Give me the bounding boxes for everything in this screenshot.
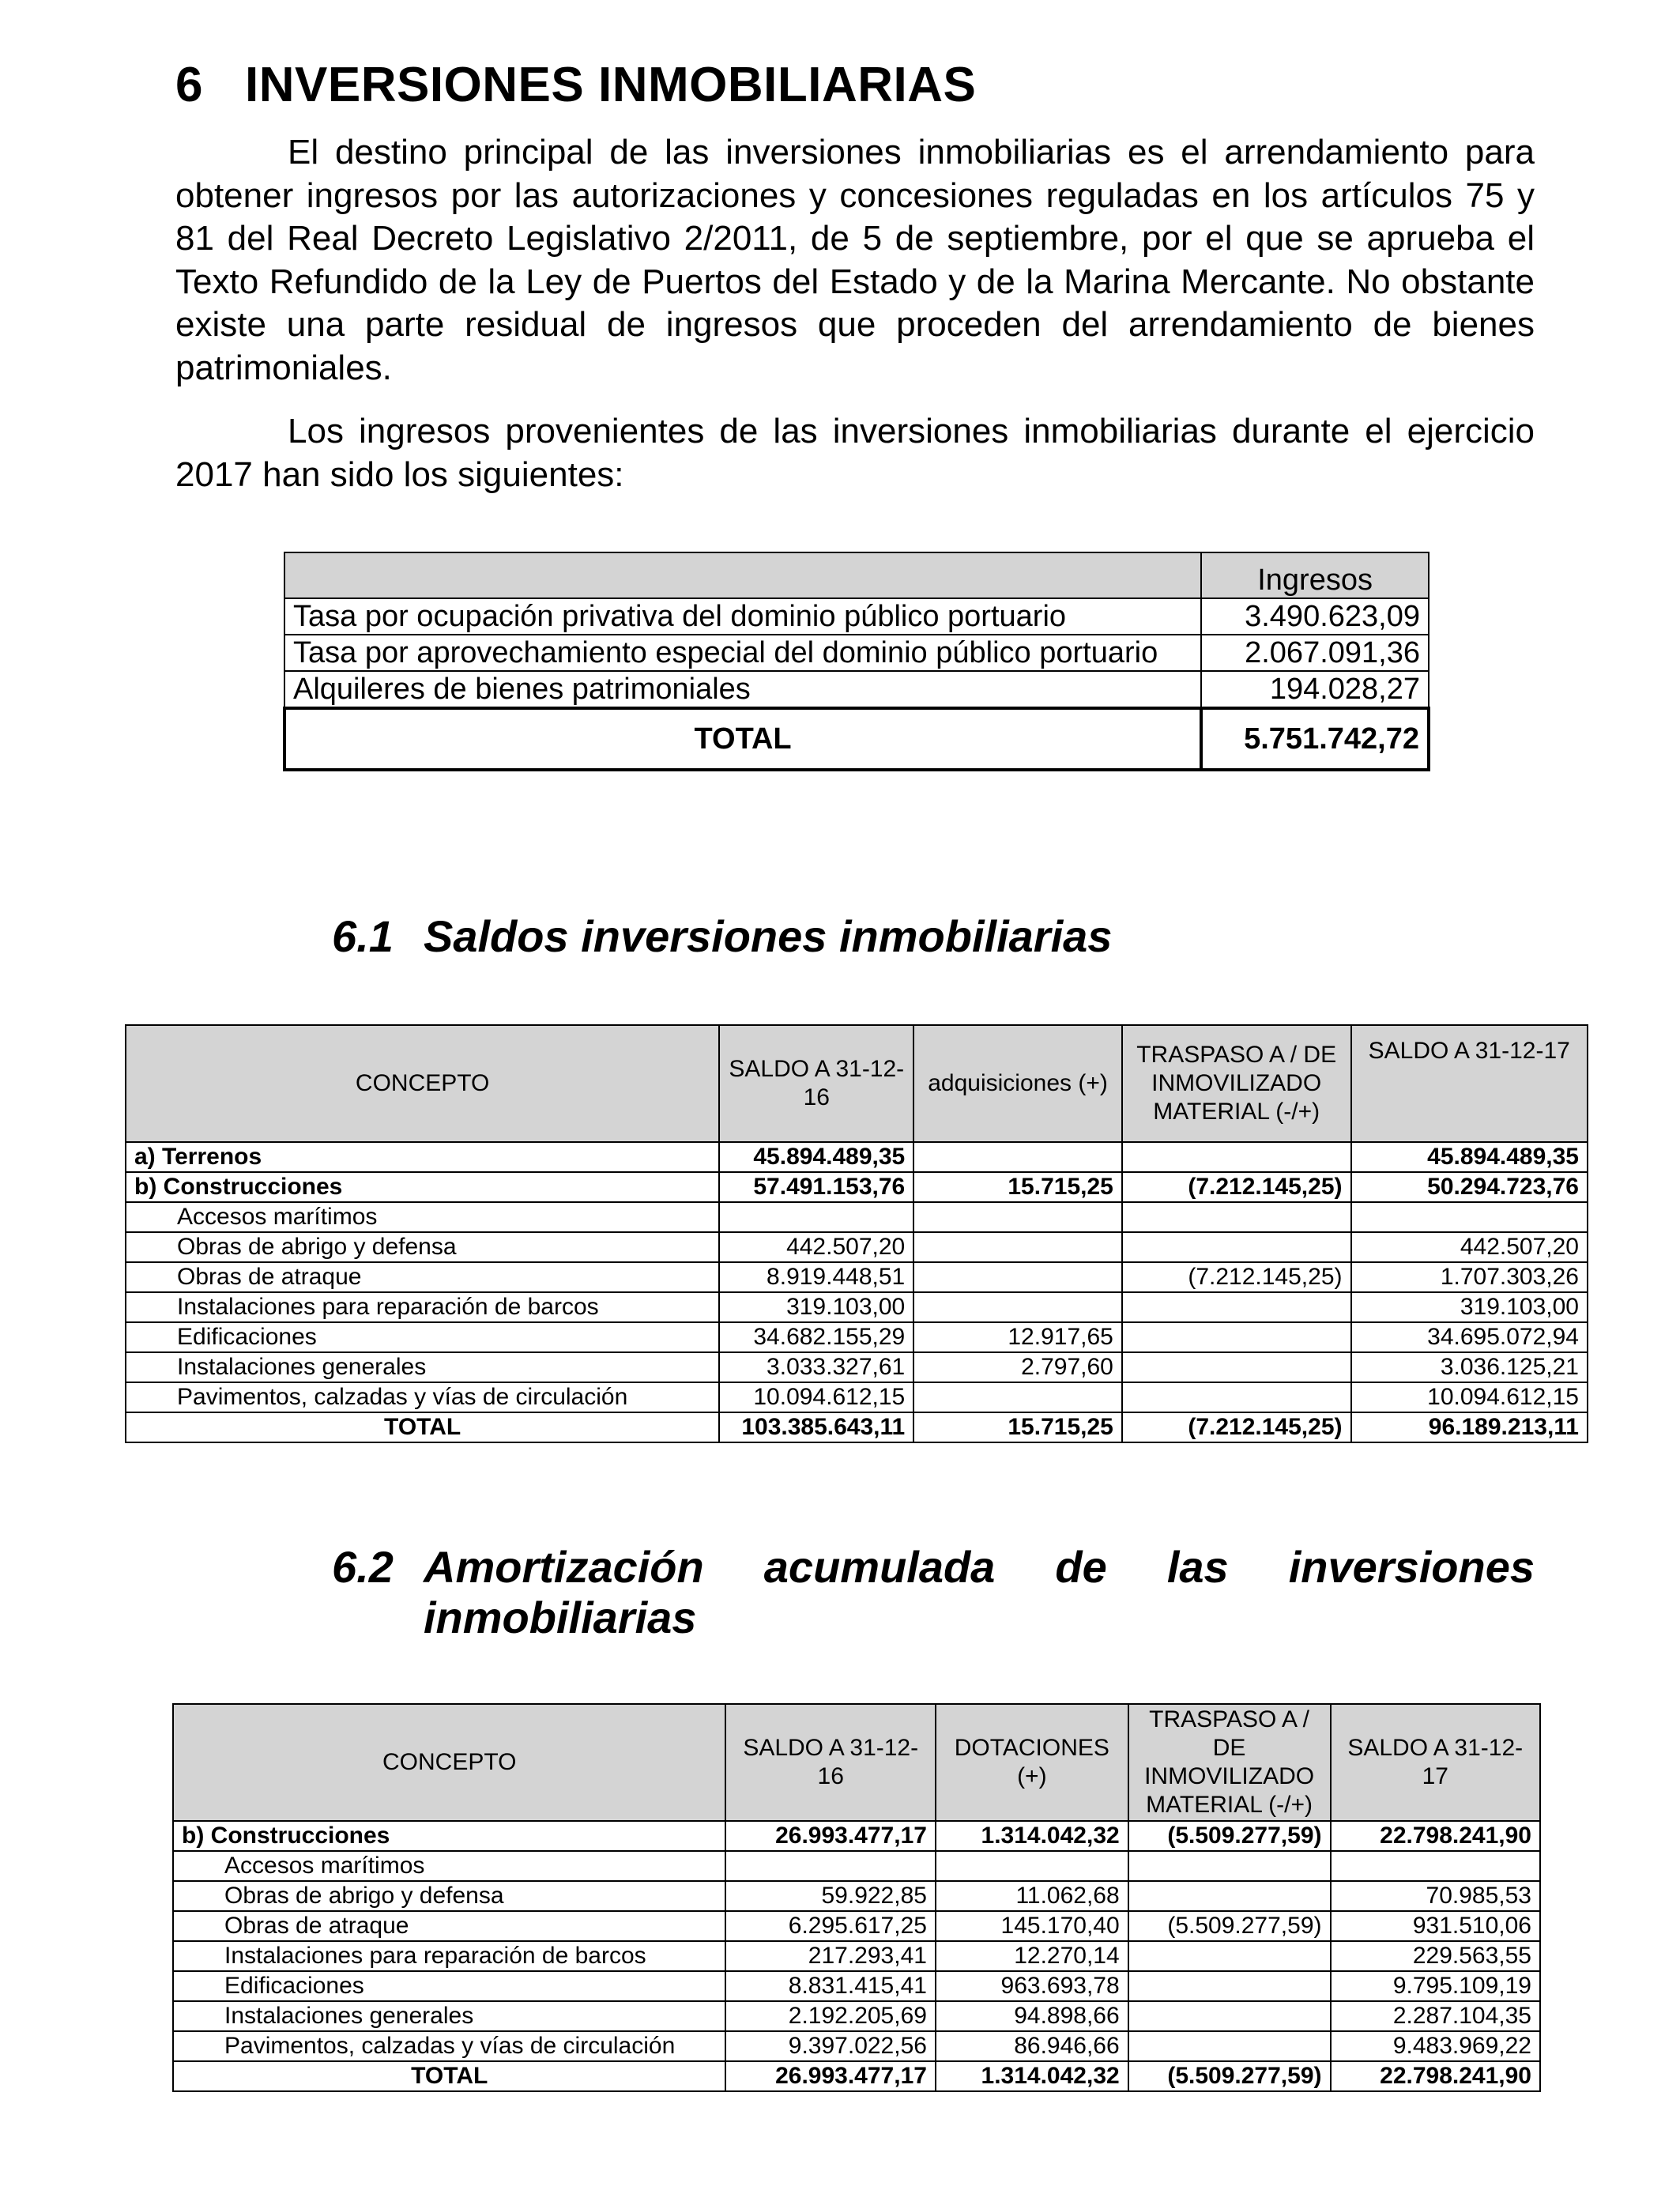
row-concept: Instalaciones generales (126, 1352, 719, 1382)
row-concept: Instalaciones generales (173, 2001, 725, 2031)
row-concept: Obras de abrigo y defensa (126, 1232, 719, 1262)
col-header-concepto: CONCEPTO (126, 1025, 719, 1142)
ingresos-header: Ingresos (1201, 552, 1429, 598)
row-value-v1: 103.385.643,11 (719, 1412, 913, 1442)
row-value-v4: 10.094.612,15 (1351, 1382, 1588, 1412)
row-value-v3 (1128, 1851, 1331, 1881)
ingresos-concept: Tasa por aprovechamiento especial del dominio público portuario (284, 635, 1201, 671)
row-value-v1: 217.293,41 (725, 1941, 935, 1971)
row-value-v2 (913, 1202, 1122, 1232)
row-value-v2 (913, 1292, 1122, 1322)
table-total-row (173, 2061, 1540, 2091)
table-row (173, 1911, 1540, 1941)
row-value-v4: 442.507,20 (1351, 1232, 1588, 1262)
ingresos-table (283, 552, 1430, 771)
row-value-v3: (7.212.145,25) (1122, 1412, 1351, 1442)
row-concept: b) Construcciones (173, 1821, 725, 1851)
row-value-v3: (7.212.145,25) (1122, 1172, 1351, 1202)
saldos-table (125, 1024, 1588, 1443)
ingresos-row (284, 635, 1429, 671)
row-value-v2 (936, 1851, 1128, 1881)
table-row (126, 1262, 1588, 1292)
row-value-v4: 9.795.109,19 (1331, 1971, 1541, 2001)
row-value-v1 (719, 1202, 913, 1232)
row-value-v3 (1128, 2031, 1331, 2061)
row-value-v3 (1122, 1142, 1351, 1172)
row-concept: b) Construcciones (126, 1172, 719, 1202)
row-value-v2: 12.270,14 (936, 1941, 1128, 1971)
table-row (126, 1382, 1588, 1412)
row-value-v1: 3.033.327,61 (719, 1352, 913, 1382)
row-value-v4: 931.510,06 (1331, 1911, 1541, 1941)
row-concept: Instalaciones para reparación de barcos (126, 1292, 719, 1322)
table-row (126, 1232, 1588, 1262)
row-value-v4: 3.036.125,21 (1351, 1352, 1588, 1382)
table-row (173, 1941, 1540, 1971)
subsection-heading-61 (332, 910, 1112, 962)
section-title: INVERSIONES INMOBILIARIAS (245, 58, 977, 112)
table-row (126, 1172, 1588, 1202)
table-total-row (126, 1412, 1588, 1442)
row-value-v1 (725, 1851, 935, 1881)
row-concept: Edificaciones (126, 1322, 719, 1352)
col-header-saldo-final: SALDO A 31-12-17 (1331, 1704, 1541, 1821)
row-value-v1: 442.507,20 (719, 1232, 913, 1262)
row-value-v4: 229.563,55 (1331, 1941, 1541, 1971)
row-value-v1: 45.894.489,35 (719, 1142, 913, 1172)
row-value-v4: 70.985,53 (1331, 1881, 1541, 1911)
row-value-v4 (1331, 1851, 1541, 1881)
intro-paragraph: El destino principal de las inversiones inmobiliarias es el arrendamiento para obtener ingresos por las autorizaciones y concesiones reguladas en los artículos 75 y 81 del Real Decreto Legislativo 2/2011, de 5 de septiembre, por el que se aprueba el Texto Refundido de la Ley de Puertos del Estado y de la Marina Mercante. No obstante existe una parte residual de ingresos que proceden del arrendamiento de bienes patrimoniales. (175, 133, 1535, 387)
row-value-v4: 2.287.104,35 (1331, 2001, 1541, 2031)
row-value-v2 (913, 1382, 1122, 1412)
table-row (173, 2031, 1540, 2061)
row-value-v4: 96.189.213,11 (1351, 1412, 1588, 1442)
col-header-saldo-final: SALDO A 31-12-17 (1351, 1025, 1588, 1142)
row-value-v1: 59.922,85 (725, 1881, 935, 1911)
row-value-v4: 1.707.303,26 (1351, 1262, 1588, 1292)
row-value-v1: 10.094.612,15 (719, 1382, 913, 1412)
row-value-v2: 86.946,66 (936, 2031, 1128, 2061)
row-value-v3 (1128, 1941, 1331, 1971)
ingresos-value: 2.067.091,36 (1201, 635, 1429, 671)
saldos-table-body (126, 1142, 1588, 1442)
ingresos-header-row (284, 552, 1429, 598)
table-row (126, 1202, 1588, 1232)
row-value-v2: 94.898,66 (936, 2001, 1128, 2031)
row-value-v1: 2.192.205,69 (725, 2001, 935, 2031)
row-value-v3 (1128, 1881, 1331, 1911)
row-value-v1: 9.397.022,56 (725, 2031, 935, 2061)
row-value-v2: 145.170,40 (936, 1911, 1128, 1941)
subsection-title-continuation: inmobiliarias (424, 1593, 697, 1642)
amortizacion-table-body (173, 1821, 1540, 2091)
row-concept: Pavimentos, calzadas y vías de circulación (126, 1382, 719, 1412)
amortizacion-table (172, 1703, 1541, 2092)
row-value-v2: 15.715,25 (913, 1172, 1122, 1202)
section-heading (175, 57, 976, 113)
row-value-v1: 319.103,00 (719, 1292, 913, 1322)
row-concept: Obras de atraque (126, 1262, 719, 1292)
ingresos-concept: Alquileres de bienes patrimoniales (284, 671, 1201, 708)
row-value-v1: 57.491.153,76 (719, 1172, 913, 1202)
row-concept: Pavimentos, calzadas y vías de circulación (173, 2031, 725, 2061)
table-row (126, 1292, 1588, 1322)
table-row (126, 1352, 1588, 1382)
row-value-v1: 26.993.477,17 (725, 2061, 935, 2091)
row-value-v3 (1122, 1382, 1351, 1412)
row-value-v2: 11.062,68 (936, 1881, 1128, 1911)
row-value-v4: 50.294.723,76 (1351, 1172, 1588, 1202)
amortizacion-header-row (173, 1704, 1540, 1821)
ingresos-concept: Tasa por ocupación privativa del dominio público portuario (284, 598, 1201, 635)
row-value-v4: 45.894.489,35 (1351, 1142, 1588, 1172)
row-value-v2: 12.917,65 (913, 1322, 1122, 1352)
row-value-v3: (5.509.277,59) (1128, 1911, 1331, 1941)
row-value-v2: 15.715,25 (913, 1412, 1122, 1442)
row-value-v2: 1.314.042,32 (936, 2061, 1128, 2091)
row-concept: Obras de atraque (173, 1911, 725, 1941)
table-row (173, 1881, 1540, 1911)
row-concept: a) Terrenos (126, 1142, 719, 1172)
row-value-v1: 8.831.415,41 (725, 1971, 935, 2001)
row-concept: Instalaciones para reparación de barcos (173, 1941, 725, 1971)
row-value-v3 (1122, 1322, 1351, 1352)
row-value-v3 (1122, 1292, 1351, 1322)
row-concept: TOTAL (126, 1412, 719, 1442)
row-value-v1: 26.993.477,17 (725, 1821, 935, 1851)
ingresos-value: 194.028,27 (1201, 671, 1429, 708)
row-concept: Obras de abrigo y defensa (173, 1881, 725, 1911)
row-value-v4: 34.695.072,94 (1351, 1322, 1588, 1352)
subsection-number: 6.1 (332, 911, 394, 961)
col-header-adquisiciones: adquisiciones (+) (913, 1025, 1122, 1142)
row-value-v2 (913, 1142, 1122, 1172)
table-row (173, 2001, 1540, 2031)
row-value-v2 (913, 1232, 1122, 1262)
row-value-v4: 9.483.969,22 (1331, 2031, 1541, 2061)
row-value-v4: 22.798.241,90 (1331, 2061, 1541, 2091)
row-value-v1: 6.295.617,25 (725, 1911, 935, 1941)
subsection-number: 6.2 (332, 1542, 394, 1592)
row-value-v1: 34.682.155,29 (719, 1322, 913, 1352)
ingresos-paragraph: Los ingresos provenientes de las inversiones inmobiliarias durante el ejercicio 2017 han sido los siguientes: (175, 412, 1535, 494)
row-value-v4 (1351, 1202, 1588, 1232)
col-header-traspaso: TRASPASO A / DE INMOVILIZADO MATERIAL (-/+) (1122, 1025, 1351, 1142)
table-row (173, 1851, 1540, 1881)
row-value-v2 (913, 1262, 1122, 1292)
ingresos-total-row (284, 708, 1429, 770)
ingresos-row (284, 671, 1429, 708)
subsection-title: Saldos inversiones inmobiliarias (424, 911, 1113, 961)
row-concept: TOTAL (173, 2061, 725, 2091)
col-header-concepto: CONCEPTO (173, 1704, 725, 1821)
ingresos-row (284, 598, 1429, 635)
row-value-v3 (1122, 1202, 1351, 1232)
col-header-traspaso: TRASPASO A / DE INMOVILIZADO MATERIAL (-/+) (1128, 1704, 1331, 1821)
row-value-v3: (5.509.277,59) (1128, 2061, 1331, 2091)
row-concept: Edificaciones (173, 1971, 725, 2001)
row-value-v3 (1122, 1232, 1351, 1262)
subsection-heading-62 (332, 1541, 1535, 1593)
table-row (126, 1322, 1588, 1352)
col-header-dotaciones: DOTACIONES (+) (936, 1704, 1128, 1821)
header-blank-cell (284, 552, 1201, 598)
row-value-v4: 22.798.241,90 (1331, 1821, 1541, 1851)
row-value-v3: (5.509.277,59) (1128, 1821, 1331, 1851)
table-row (173, 1971, 1540, 2001)
col-header-saldo-inicial: SALDO A 31-12-16 (725, 1704, 935, 1821)
row-concept: Accesos marítimos (126, 1202, 719, 1232)
row-value-v3 (1122, 1352, 1351, 1382)
row-value-v3: (7.212.145,25) (1122, 1262, 1351, 1292)
row-value-v3 (1128, 1971, 1331, 2001)
row-value-v3 (1128, 2001, 1331, 2031)
table-row (126, 1142, 1588, 1172)
ingresos-total-label: TOTAL (284, 708, 1201, 770)
row-value-v4: 319.103,00 (1351, 1292, 1588, 1322)
row-value-v2: 963.693,78 (936, 1971, 1128, 2001)
table-row (173, 1821, 1540, 1851)
col-header-saldo-inicial: SALDO A 31-12-16 (719, 1025, 913, 1142)
row-value-v2: 2.797,60 (913, 1352, 1122, 1382)
row-concept: Accesos marítimos (173, 1851, 725, 1881)
row-value-v1: 8.919.448,51 (719, 1262, 913, 1292)
ingresos-total-value: 5.751.742,72 (1201, 708, 1429, 770)
row-value-v2: 1.314.042,32 (936, 1821, 1128, 1851)
ingresos-value: 3.490.623,09 (1201, 598, 1429, 635)
saldos-header-row (126, 1025, 1588, 1142)
section-number: 6 (175, 58, 203, 112)
subsection-title: Amortización acumulada de las inversiones (424, 1542, 1535, 1592)
